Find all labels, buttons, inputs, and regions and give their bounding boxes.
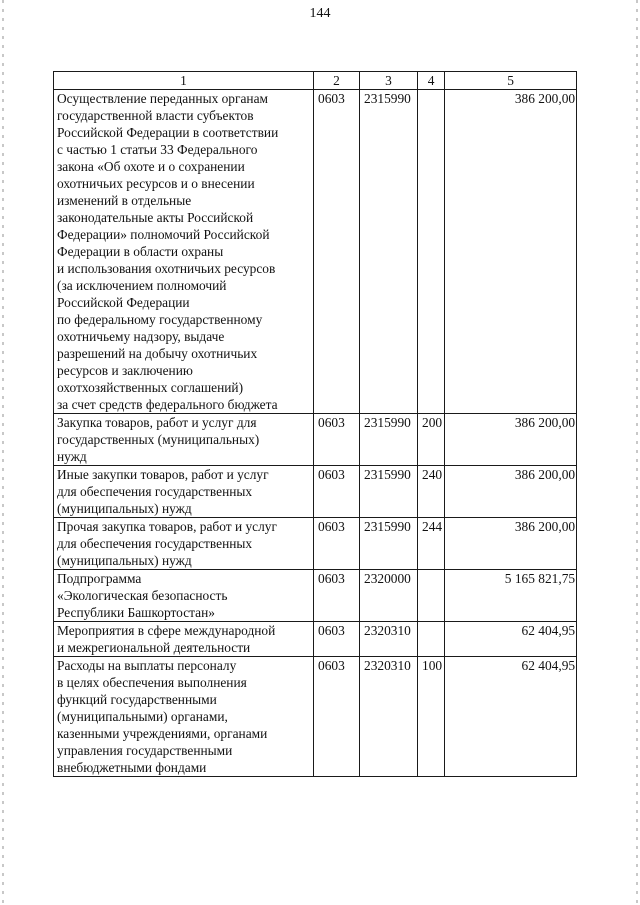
item-name-line: в целях обеспечения выполнения	[57, 675, 247, 690]
section-code-cell: 0603	[314, 90, 360, 414]
target-code-cell: 2320000	[360, 570, 418, 622]
amount-cell: 386 200,00	[445, 90, 577, 414]
target-code-cell: 2315990	[360, 414, 418, 466]
amount-cell: 386 200,00	[445, 518, 577, 570]
expense-type-cell: 240	[418, 466, 445, 518]
amount-cell: 5 165 821,75	[445, 570, 577, 622]
table-body	[54, 90, 577, 777]
table-row	[54, 570, 577, 622]
budget-table	[53, 71, 577, 777]
item-name-line: законодательные акты Российской	[57, 210, 254, 225]
item-name-line: (муниципальных) нужд	[57, 501, 192, 516]
item-name-line: Российской Федерации	[57, 295, 190, 310]
header-row	[54, 72, 577, 90]
item-name-line: управления государственными	[57, 743, 233, 758]
header-col-4: 4	[418, 72, 445, 90]
expense-type-cell: 244	[418, 518, 445, 570]
item-name-line: по федеральному государственному	[57, 312, 263, 327]
item-name-line: Российской Федерации в соответствии	[57, 125, 279, 140]
target-code-cell: 2315990	[360, 518, 418, 570]
section-code-cell: 0603	[314, 518, 360, 570]
item-name-line: Федерации в области охраны	[57, 244, 224, 259]
target-code-cell: 2315990	[360, 90, 418, 414]
item-name-cell	[54, 518, 314, 570]
expense-type-cell: 200	[418, 414, 445, 466]
table-row	[54, 90, 577, 414]
item-name-line: Прочая закупка товаров, работ и услуг	[57, 519, 277, 534]
item-name-line: и межрегиональной деятельности	[57, 640, 251, 655]
item-name-line: для обеспечения государственных	[57, 536, 253, 551]
table-row	[54, 414, 577, 466]
expense-type-cell	[418, 622, 445, 657]
item-name-cell	[54, 466, 314, 518]
section-code-cell: 0603	[314, 657, 360, 777]
item-name-line: нужд	[57, 449, 87, 464]
target-code-cell: 2320310	[360, 622, 418, 657]
item-name-cell	[54, 657, 314, 777]
item-name-line: казенными учреждениями, органами	[57, 726, 268, 741]
section-code-cell: 0603	[314, 622, 360, 657]
left-scan-edge	[2, 0, 4, 905]
expense-type-cell	[418, 90, 445, 414]
amount-cell: 62 404,95	[445, 657, 577, 777]
item-name-line: ресурсов и заключению	[57, 363, 193, 378]
right-scan-edge	[636, 0, 638, 905]
table-row	[54, 657, 577, 777]
item-name-line: закона «Об охоте и о сохранении	[57, 159, 245, 174]
item-name-line: и использования охотничьих ресурсов	[57, 261, 276, 276]
table-row	[54, 622, 577, 657]
item-name-line: Закупка товаров, работ и услуг для	[57, 415, 257, 430]
item-name-line: функций государственными	[57, 692, 217, 707]
item-name-line: (муниципальных) нужд	[57, 553, 192, 568]
item-name-line: Республики Башкортостан»	[57, 605, 215, 620]
item-name-line: государственных (муниципальных)	[57, 432, 260, 447]
header-col-1: 1	[54, 72, 314, 90]
expense-type-cell: 100	[418, 657, 445, 777]
item-name-line: Иные закупки товаров, работ и услуг	[57, 467, 269, 482]
expense-type-cell	[418, 570, 445, 622]
header-col-3: 3	[360, 72, 418, 90]
item-name-line: разрешений на добычу охотничьих	[57, 346, 258, 361]
item-name-line: Подпрограмма	[57, 571, 142, 586]
item-name-line: внебюджетными фондами	[57, 760, 207, 775]
target-code-cell: 2315990	[360, 466, 418, 518]
item-name-line: Мероприятия в сфере международной	[57, 623, 276, 638]
item-name-line: Федерации» полномочий Российской	[57, 227, 270, 242]
item-name-line: за счет средств федерального бюджета	[57, 397, 278, 412]
page-number: 144	[309, 6, 331, 21]
header-col-5: 5	[445, 72, 577, 90]
item-name-cell	[54, 90, 314, 414]
section-code-cell: 0603	[314, 466, 360, 518]
item-name-line: «Экологическая безопасность	[57, 588, 228, 603]
item-name-line: для обеспечения государственных	[57, 484, 253, 499]
item-name-line: Расходы на выплаты персоналу	[57, 658, 237, 673]
item-name-cell	[54, 570, 314, 622]
item-name-line: Осуществление переданных органам	[57, 91, 269, 106]
amount-cell: 62 404,95	[445, 622, 577, 657]
item-name-line: охотхозяйственных соглашений)	[57, 380, 244, 395]
section-code-cell: 0603	[314, 414, 360, 466]
item-name-line: государственной власти субъектов	[57, 108, 254, 123]
item-name-cell	[54, 414, 314, 466]
section-code-cell: 0603	[314, 570, 360, 622]
item-name-line: охотничьему надзору, выдаче	[57, 329, 225, 344]
item-name-line: охотничьих ресурсов и о внесении	[57, 176, 255, 191]
table-row	[54, 466, 577, 518]
amount-cell: 386 200,00	[445, 466, 577, 518]
header-col-2: 2	[314, 72, 360, 90]
item-name-line: с частью 1 статьи 33 Федерального	[57, 142, 258, 157]
table-row	[54, 518, 577, 570]
item-name-line: (за исключением полномочий	[57, 278, 227, 293]
item-name-line: (муниципальными) органами,	[57, 709, 228, 724]
item-name-line: изменений в отдельные	[57, 193, 192, 208]
amount-cell: 386 200,00	[445, 414, 577, 466]
target-code-cell: 2320310	[360, 657, 418, 777]
item-name-cell	[54, 622, 314, 657]
